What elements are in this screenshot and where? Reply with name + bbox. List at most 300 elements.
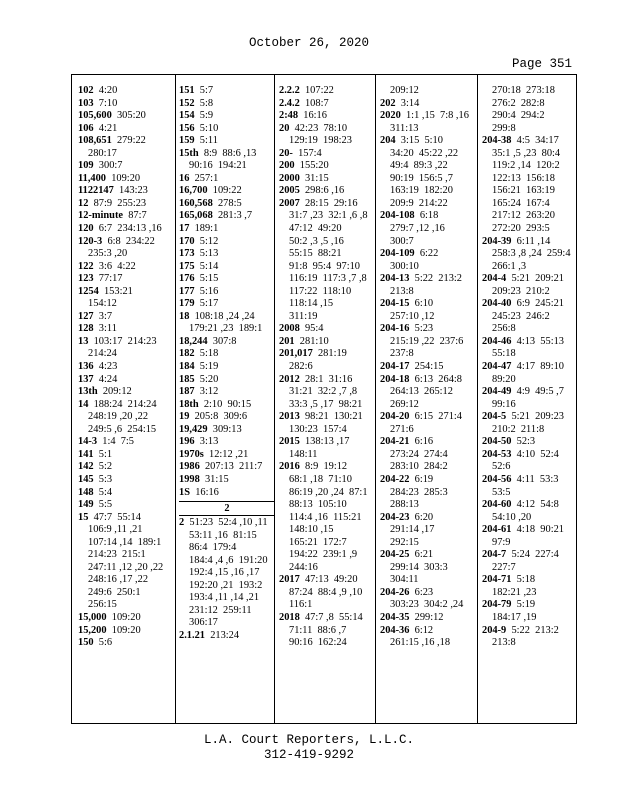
index-entry [78, 236, 176, 249]
page-line-refs: 42:23 78:10 [294, 122, 348, 134]
index-continuation: 300:7 [390, 235, 414, 247]
page-line-refs: 5:21 209:21 [511, 273, 564, 285]
index-term: 204-109 [380, 248, 415, 260]
page-line-refs: 28:15 29:16 [304, 197, 358, 209]
index-entry [279, 336, 377, 349]
index-entry [279, 148, 377, 161]
index-term: 204-36 [380, 624, 410, 636]
index-term: 2015 [279, 436, 300, 448]
index-entry [78, 85, 176, 98]
index-term: 123 [78, 273, 94, 285]
page-line-refs: 5:8 [199, 97, 214, 109]
index-continuation: 192:4 ,15 ,16 ,17 [189, 567, 260, 579]
index-entry [380, 625, 478, 638]
index-continuation: 86:19 ,20 ,24 87:1 [289, 486, 368, 498]
index-term: 127 [78, 310, 94, 322]
page-line-refs: 5:16 [199, 285, 219, 297]
index-term: 103 [78, 97, 94, 109]
index-continuation: 306:17 [189, 617, 218, 629]
index-term: 2012 [279, 373, 300, 385]
index-term: 2005 [279, 185, 300, 197]
index-continuation: 86:4 179:4 [189, 542, 237, 554]
index-entry [78, 135, 176, 148]
index-entry [380, 248, 478, 261]
index-continuation: 130:23 157:4 [289, 423, 347, 435]
index-entry [380, 549, 478, 562]
index-entry [78, 399, 176, 412]
index-entry [482, 599, 580, 612]
page-line-refs: 209:12 [102, 386, 132, 398]
index-entry [78, 612, 176, 625]
index-term: 1986 [179, 461, 200, 473]
index-continuation: 47:12 49:20 [289, 223, 342, 235]
index-continuation: 269:12 [390, 398, 419, 410]
index-term: 18th [179, 398, 199, 410]
page-line-refs: 5:22 213:2 [511, 624, 559, 636]
index-column-4 [380, 85, 478, 650]
page-line-refs: 188:24 214:24 [93, 398, 157, 410]
index-entry [78, 487, 176, 500]
index-continuation: 154:12 [88, 298, 117, 310]
index-term: 201,017 [279, 348, 313, 360]
index-entry [482, 574, 580, 587]
index-entry [78, 386, 176, 399]
index-term: 128 [78, 323, 94, 335]
page-line-refs: 189:1 [194, 223, 219, 235]
index-term: 151 [179, 85, 195, 96]
index-entry [279, 123, 377, 136]
index-entry [179, 298, 277, 311]
index-entry [279, 461, 377, 474]
page-line-refs: 6:10 [414, 298, 434, 310]
index-continuation: 34:20 45:22 ,22 [390, 147, 459, 159]
index-term: 204-46 [482, 335, 512, 347]
index-continuation: 129:19 198:23 [289, 135, 352, 147]
index-entry [78, 286, 176, 299]
index-continuation: 55:15 88:21 [289, 248, 342, 260]
index-term: 141 [78, 448, 94, 460]
page-line-refs: 5:7 [199, 85, 214, 96]
index-entry [78, 98, 176, 111]
index-term: 196 [179, 436, 195, 448]
index-continuation: 148:10 ,15 [289, 524, 334, 536]
index-term: 1S [179, 486, 190, 498]
index-continuation: 257:10 ,12 [390, 310, 435, 322]
page-line-refs: 153:21 [103, 285, 133, 297]
index-term: 202 [380, 97, 396, 109]
index-continuation: 90:16 194:21 [189, 160, 247, 172]
index-continuation: 249:6 250:1 [88, 586, 141, 598]
index-term: 1122147 [78, 185, 114, 197]
index-continuation: 280:17 [88, 147, 117, 159]
page-line-refs: 5:13 [199, 248, 219, 260]
index-term: 16 [179, 172, 190, 184]
index-continuation: 311:19 [289, 310, 318, 322]
index-term: 150 [78, 637, 94, 649]
index-continuation: 50:2 ,3 ,5 ,16 [289, 235, 344, 247]
index-term: 18,244 [179, 335, 208, 347]
index-continuation: 55:18 [492, 348, 516, 360]
index-entry [179, 173, 277, 186]
index-continuation: 213:8 [390, 285, 414, 297]
index-term: 204-13 [380, 273, 410, 285]
page-line-refs: 2:10 90:15 [203, 398, 252, 410]
index-continuation: 217:12 263:20 [492, 210, 555, 222]
page-line-refs: 4:23 [98, 361, 118, 373]
index-entry [78, 223, 176, 236]
index-term: 2007 [279, 197, 300, 209]
page-line-refs: 5:22 213:2 [414, 273, 462, 285]
index-continuation: 49:4 89:3 ,22 [390, 160, 448, 172]
page-line-refs: 8:9 19:12 [304, 461, 348, 473]
page-line-refs: 12:12 ,21 [209, 448, 249, 460]
index-continuation: 31:21 32:2 ,7 ,8 [289, 386, 358, 398]
index-entry [380, 273, 478, 286]
index-continuation: 270:18 273:18 [492, 85, 555, 96]
index-term: 1970s [179, 448, 204, 460]
page-line-refs: 5:18 [516, 574, 536, 586]
index-entry [482, 411, 580, 424]
page-line-refs: 138:13 ,17 [304, 436, 350, 448]
page-line-refs: 6:9 245:21 [516, 298, 564, 310]
index-continuation: 99:16 [492, 398, 516, 410]
page-line-refs: 5:15 [199, 273, 219, 285]
index-term: 204-16 [380, 323, 410, 335]
page-line-refs: 1:4 7:5 [102, 436, 135, 448]
page-line-refs: 307:8 [212, 335, 237, 347]
index-entry [179, 487, 277, 500]
index-entry [279, 323, 377, 336]
index-entry [380, 135, 478, 148]
index-continuation: 182:21 ,23 [492, 586, 537, 598]
page-line-refs: 205:8 309:6 [194, 411, 248, 423]
index-term: 106 [78, 122, 94, 134]
index-entry [380, 411, 478, 424]
page-line-refs: 109:20 [111, 172, 141, 184]
index-continuation: 283:10 284:2 [390, 461, 448, 473]
page-line-refs: 4:17 89:10 [516, 361, 564, 373]
index-term: 204-25 [380, 549, 410, 561]
index-term: 2.4.2 [279, 97, 300, 109]
index-entry [78, 436, 176, 449]
index-term: 204-15 [380, 298, 410, 310]
index-entry [78, 311, 176, 324]
index-continuation: 276:2 282:8 [492, 97, 545, 109]
index-term: 15,000 [78, 611, 107, 623]
index-continuation: 231:12 259:11 [189, 604, 252, 616]
page-line-refs: 109:20 [111, 611, 141, 623]
page-line-refs: 281:19 [317, 348, 347, 360]
index-continuation: 272:20 293:5 [492, 223, 550, 235]
index-entry [179, 361, 277, 374]
index-continuation: 156:21 163:19 [492, 185, 555, 197]
index-term: 173 [179, 248, 195, 260]
index-entry [78, 499, 176, 512]
index-term: 204-22 [380, 473, 410, 485]
index-continuation: 299:14 303:3 [390, 561, 448, 573]
index-entry [78, 512, 176, 525]
page-line-refs: 254:15 [414, 361, 444, 373]
page-line-refs: 213:24 [210, 629, 240, 641]
page-line-refs: 109:22 [212, 185, 242, 197]
index-continuation: 244:16 [289, 561, 318, 573]
index-term: 182 [179, 348, 195, 360]
index-continuation: 184:4 ,4 ,6 191:20 [189, 554, 268, 566]
index-term: 122 [78, 260, 94, 272]
index-entry [279, 374, 377, 387]
page-line-refs: 3:15 5:10 [400, 135, 443, 147]
index-entry [482, 236, 580, 249]
index-term: 2000 [279, 172, 300, 184]
index-entry [179, 474, 277, 487]
page-line-refs: 5:20 [199, 373, 219, 385]
index-entry [279, 85, 377, 98]
index-continuation: 122:13 156:18 [492, 172, 555, 184]
index-term: 109 [78, 160, 94, 172]
page-line-refs: 3:13 [199, 436, 219, 448]
index-term: 159 [179, 135, 195, 147]
index-entry [179, 123, 277, 136]
page-line-refs: 108:18 ,24 ,24 [194, 310, 255, 322]
index-continuation: 237:8 [390, 348, 414, 360]
index-term: 1254 [78, 285, 99, 297]
index-term: 204-4 [482, 273, 507, 285]
index-entry [179, 630, 277, 643]
page-line-refs: 6:11 ,14 [516, 235, 551, 247]
index-continuation: 261:15 ,16 ,18 [390, 637, 451, 649]
index-term: 204-38 [482, 135, 512, 147]
index-term: 204-60 [482, 499, 512, 511]
index-entry [279, 436, 377, 449]
page-line-refs: 5:4 [98, 486, 113, 498]
index-continuation: 209:12 [390, 85, 419, 96]
index-entry [78, 323, 176, 336]
index-entry [78, 625, 176, 638]
index-term: 152 [179, 97, 195, 109]
index-term: 204-5 [482, 411, 507, 423]
index-term: 204-7 [482, 549, 507, 561]
index-entry [179, 374, 277, 387]
index-term: 14-3 [78, 436, 98, 448]
page-line-refs: 300:7 [98, 160, 123, 172]
page-line-refs: 95:4 [304, 323, 324, 335]
index-continuation: 193:4 ,11 ,14 ,21 [189, 592, 260, 604]
index-continuation: 279:7 ,12 ,16 [390, 223, 445, 235]
index-entry [380, 436, 478, 449]
court-reporter-phone: 312-419-9292 [263, 748, 354, 762]
index-entry [482, 135, 580, 148]
page-line-refs: 6:8 234:22 [107, 235, 155, 247]
page-line-refs: 4:18 90:21 [516, 524, 564, 536]
index-continuation: 209:9 214:22 [390, 197, 448, 209]
page-line-refs: 5:11 [199, 135, 218, 147]
index-entry [380, 474, 478, 487]
index-term: 19 [179, 411, 190, 423]
index-entry [179, 461, 277, 474]
index-entry [179, 311, 277, 324]
index-term: 13th [78, 386, 98, 398]
index-continuation: 249:5 ,6 254:15 [88, 423, 157, 435]
page-line-refs: 6:23 [414, 586, 434, 598]
index-term: 176 [179, 273, 195, 285]
page-line-refs: 155:20 [299, 160, 329, 172]
index-entry [279, 198, 377, 211]
word-index-frame [71, 74, 577, 724]
page-line-refs: 5:17 [199, 298, 219, 310]
page-line-refs: 6:22 [419, 248, 439, 260]
page-line-refs: 51:23 52:4 ,10 ,11 [189, 517, 268, 529]
index-term: 160,568 [179, 197, 213, 209]
page-line-refs: 5:1 [98, 448, 113, 460]
index-entry [179, 210, 277, 223]
index-term: 184 [179, 361, 195, 373]
index-continuation: 53:5 [492, 486, 511, 498]
index-entry [179, 273, 277, 286]
page-line-refs: 207:13 211:7 [204, 461, 263, 473]
index-continuation: 107:14 ,14 189:1 [88, 536, 162, 548]
transcript-date: October 26, 2020 [248, 36, 370, 50]
index-term: 204-61 [482, 524, 512, 536]
index-term: 175 [179, 260, 195, 272]
index-term: 204 [380, 135, 396, 147]
index-continuation: 264:13 265:12 [390, 386, 453, 398]
index-entry [482, 625, 580, 638]
page-line-refs: 5:24 227:4 [511, 549, 559, 561]
index-continuation: 273:24 274:4 [390, 448, 448, 460]
index-continuation: 194:22 239:1 ,9 [289, 549, 358, 561]
index-entry [279, 411, 377, 424]
page-line-refs: 87:7 [128, 210, 147, 222]
index-continuation: 290:4 294:2 [492, 110, 545, 122]
index-term: 11,400 [78, 172, 107, 184]
index-entry [179, 85, 277, 98]
index-entry [279, 574, 377, 587]
index-term: 2.2.2 [279, 85, 300, 96]
page-line-refs: 5:6 [98, 637, 113, 649]
page-number: Page 351 [511, 57, 572, 71]
index-term: 136 [78, 361, 94, 373]
index-term: 204-17 [380, 361, 410, 373]
page-line-refs: 6:16 [414, 436, 434, 448]
index-entry [482, 474, 580, 487]
page-line-refs: 4:20 [98, 85, 118, 96]
index-term: 204-47 [482, 361, 512, 373]
page-line-refs: 31:15 [204, 473, 229, 485]
index-continuation: 31:7 ,23 32:1 ,6 ,8 [289, 210, 368, 222]
page-line-refs: 7:10 [98, 97, 118, 109]
index-continuation: 304:11 [390, 574, 419, 586]
index-continuation: 266:1 ,3 [492, 260, 527, 272]
page-line-refs: 103:17 214:23 [93, 335, 157, 347]
page-line-refs: 6:18 [419, 210, 439, 222]
page-line-refs: 1:1 ,15 7:8 ,16 [405, 110, 469, 122]
index-entry [482, 499, 580, 512]
page-line-refs: 52:3 [516, 436, 536, 448]
index-term: 204-56 [482, 473, 512, 485]
index-continuation: 148:11 [289, 448, 318, 460]
index-term: 179 [179, 298, 195, 310]
index-continuation: 88:13 105:10 [289, 499, 347, 511]
page-line-refs: 5:9 [199, 110, 214, 122]
index-column-3 [279, 85, 377, 650]
page-line-refs: 5:10 [199, 122, 219, 134]
page-line-refs: 6:21 [414, 549, 434, 561]
index-term: 204-108 [380, 210, 415, 222]
page-line-refs: 3:6 4:22 [98, 260, 136, 272]
index-entry [380, 361, 478, 374]
index-entry [78, 261, 176, 274]
index-term: 187 [179, 386, 195, 398]
page-line-refs: 87:9 255:23 [93, 197, 147, 209]
index-entry [179, 236, 277, 249]
index-entry [179, 449, 277, 462]
page-line-refs: 98:21 130:21 [304, 411, 363, 423]
index-continuation: 116:1 [289, 599, 313, 611]
index-entry [179, 135, 277, 148]
page-line-refs: 309:13 [212, 423, 242, 435]
index-continuation: 33:3 ,5 ,17 98:21 [289, 398, 363, 410]
index-continuation: 35:1 ,5 ,23 80:4 [492, 147, 561, 159]
page-line-refs: 8:9 88:6 ,13 [203, 147, 257, 159]
page-line-refs: 107:22 [304, 85, 334, 96]
index-entry [279, 98, 377, 111]
index-term: 185 [179, 373, 195, 385]
index-entry [279, 185, 377, 198]
page-line-refs: 47:13 49:20 [304, 574, 358, 586]
letter-heading: 2 [179, 501, 275, 516]
index-entry [78, 637, 176, 650]
page-line-refs: 28:1 31:16 [304, 373, 353, 385]
page-line-refs: 3:12 [199, 386, 219, 398]
court-reporter-name: L.A. Court Reporters, L.L.C. [203, 733, 415, 747]
index-entry [78, 185, 176, 198]
page-line-refs: 3:14 [400, 97, 420, 109]
index-continuation: 90:19 156:5 ,7 [390, 172, 453, 184]
index-term: 16,700 [179, 185, 208, 197]
index-term: 20 [279, 122, 290, 134]
index-term: 2:48 [279, 110, 299, 122]
page-line-refs: 16:16 [303, 110, 327, 122]
index-continuation: 245:23 246:2 [492, 310, 550, 322]
index-term: 204-23 [380, 511, 410, 523]
index-continuation: 179:21 ,23 189:1 [189, 323, 263, 335]
index-continuation: 53:11 ,16 81:15 [189, 529, 257, 541]
index-continuation: 87:24 88:4 ,9 ,10 [289, 586, 363, 598]
index-continuation: 292:15 [390, 536, 419, 548]
page-line-refs: 4:10 52:4 [516, 448, 559, 460]
index-entry [279, 110, 377, 123]
index-continuation: 116:19 117:3 ,7 ,8 [289, 273, 367, 285]
index-entry [78, 173, 176, 186]
page-line-refs: 299:12 [414, 611, 444, 623]
index-column-5 [482, 85, 580, 650]
index-term: 201 [279, 335, 295, 347]
index-entry [380, 323, 478, 336]
index-continuation: 299:8 [492, 122, 516, 134]
page-line-refs: 5:19 [516, 599, 536, 611]
index-term: 204-50 [482, 436, 512, 448]
index-continuation: 282:6 [289, 361, 313, 373]
index-continuation: 192:20 ,21 193:2 [189, 579, 263, 591]
page-line-refs: 109:20 [111, 624, 141, 636]
page-line-refs: 143:23 [119, 185, 148, 197]
index-entry [482, 298, 580, 311]
index-term: 2 [179, 517, 185, 529]
footer [0, 733, 618, 763]
index-continuation: 256:8 [492, 323, 516, 335]
index-continuation: 291:14 ,17 [390, 524, 435, 536]
page-line-refs: 278:5 [217, 197, 242, 209]
